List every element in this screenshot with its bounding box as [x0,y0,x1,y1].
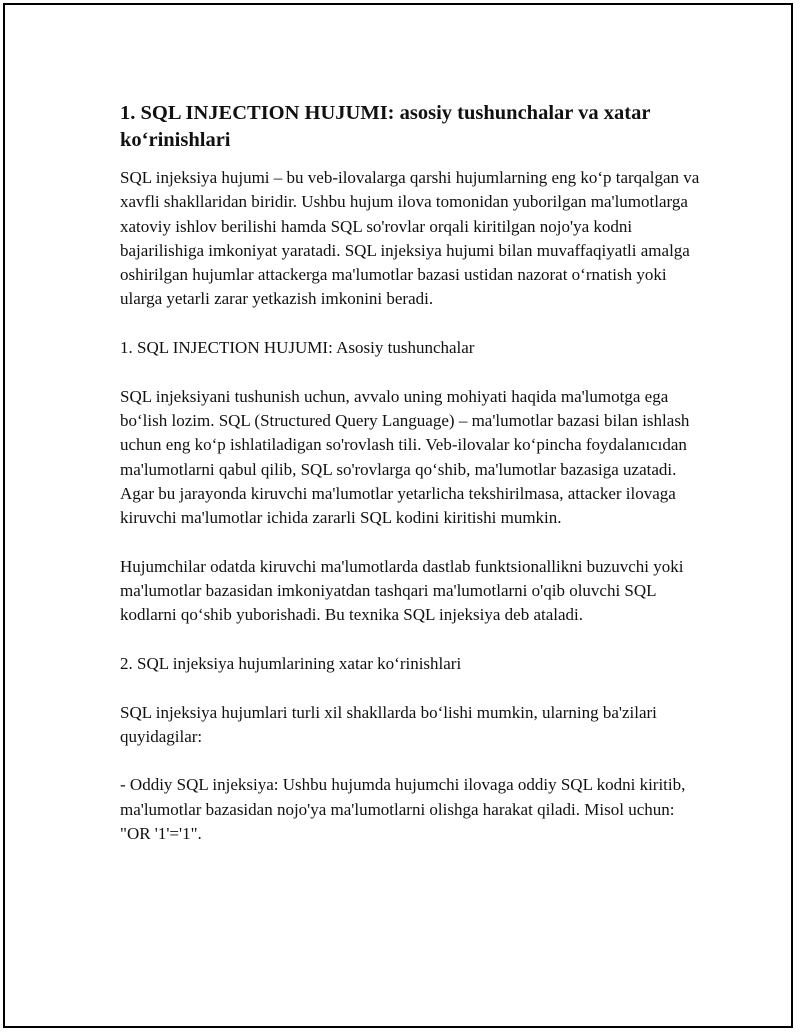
paragraph-spacer [120,312,700,336]
paragraph-spacer [120,360,700,384]
paragraph-spacer [120,530,700,554]
document-title: 1. SQL INJECTION HUJUMI: asosiy tushunchalar va xatar ko‘rinishlari [120,102,651,151]
document-body [120,100,700,846]
simple-injection-item: - Oddiy SQL injeksiya: Ushbu hujumda hujumchi ilovaga oddiy SQL kodni kiritib, ma'lumotlar bazasidan nojo'ya ma'lumotlarni olishga harakat qiladi. Misol uchun: "OR '1'='1". [120,775,686,844]
risks-intro-paragraph: SQL injeksiya hujumlari turli xil shakllarda bo‘lishi mumkin, ularning ba'zilari quyidagilar: [120,702,657,746]
basics-paragraph: SQL injeksiyani tushunish uchun, avvalo uning mohiyati haqida ma'lumotga ega bo‘lish lozim. SQL (Structured Query Language) – ma'lumotlar bazasi bilan ishlash uchun eng ko‘p ishlatiladigan so'rovlash tili. Veb-ilovalar ko‘pincha foydalanıcıdan ma'lumotlarni qabul qilib, SQL so'rovlarga qo‘shib, ma'lumotlar bazasiga uzatadi. Agar bu jarayonda kiruvchi ma'lumotlar yetarlicha tekshirilmasa, attacker ilovaga kiruvchi ma'lumotlar ichida zararli SQL kodini kiritishi mumkin. [120,386,690,528]
section-heading-risks: 2. SQL injeksiya hujumlarining xatar ko‘rinishlari [120,653,462,673]
page-frame [3,3,793,1028]
intro-paragraph: SQL injeksiya hujumi – bu veb-ilovalarga qarshi hujumlarning eng ko‘p tarqalgan va xavfli shakllaridan biridir. Ushbu hujum ilova tomonidan yuborilgan ma'lumotlarga xatoviy ishlov berilishi hamda SQL so'rovlar orqali kiritilgan nojo'ya kodni bajarilishiga imkoniyat yaratadi. SQL injeksiya hujumi bilan muvaffaqiyatli amalga oshirilgan hujumlar attackerga ma'lumotlar bazasi ustidan nazorat o‘rnatish yoki ularga yetarli zarar yetkazish imkonini beradi. [120,168,700,309]
paragraph-spacer [120,628,700,652]
paragraph-spacer [120,676,700,700]
technique-paragraph: Hujumchilar odatda kiruvchi ma'lumotlarda dastlab funktsionallikni buzuvchi yoki ma'lumotlar bazasidan imkoniyatdan tashqari ma'lumotlarni o'qib oluvchi SQL kodlarni qo‘shib yuborishadi. Bu texnika SQL injeksiya deb ataladi. [120,556,684,625]
paragraph-spacer [120,749,700,773]
section-heading-basics: 1. SQL INJECTION HUJUMI: Asosiy tushunchalar [120,338,475,358]
